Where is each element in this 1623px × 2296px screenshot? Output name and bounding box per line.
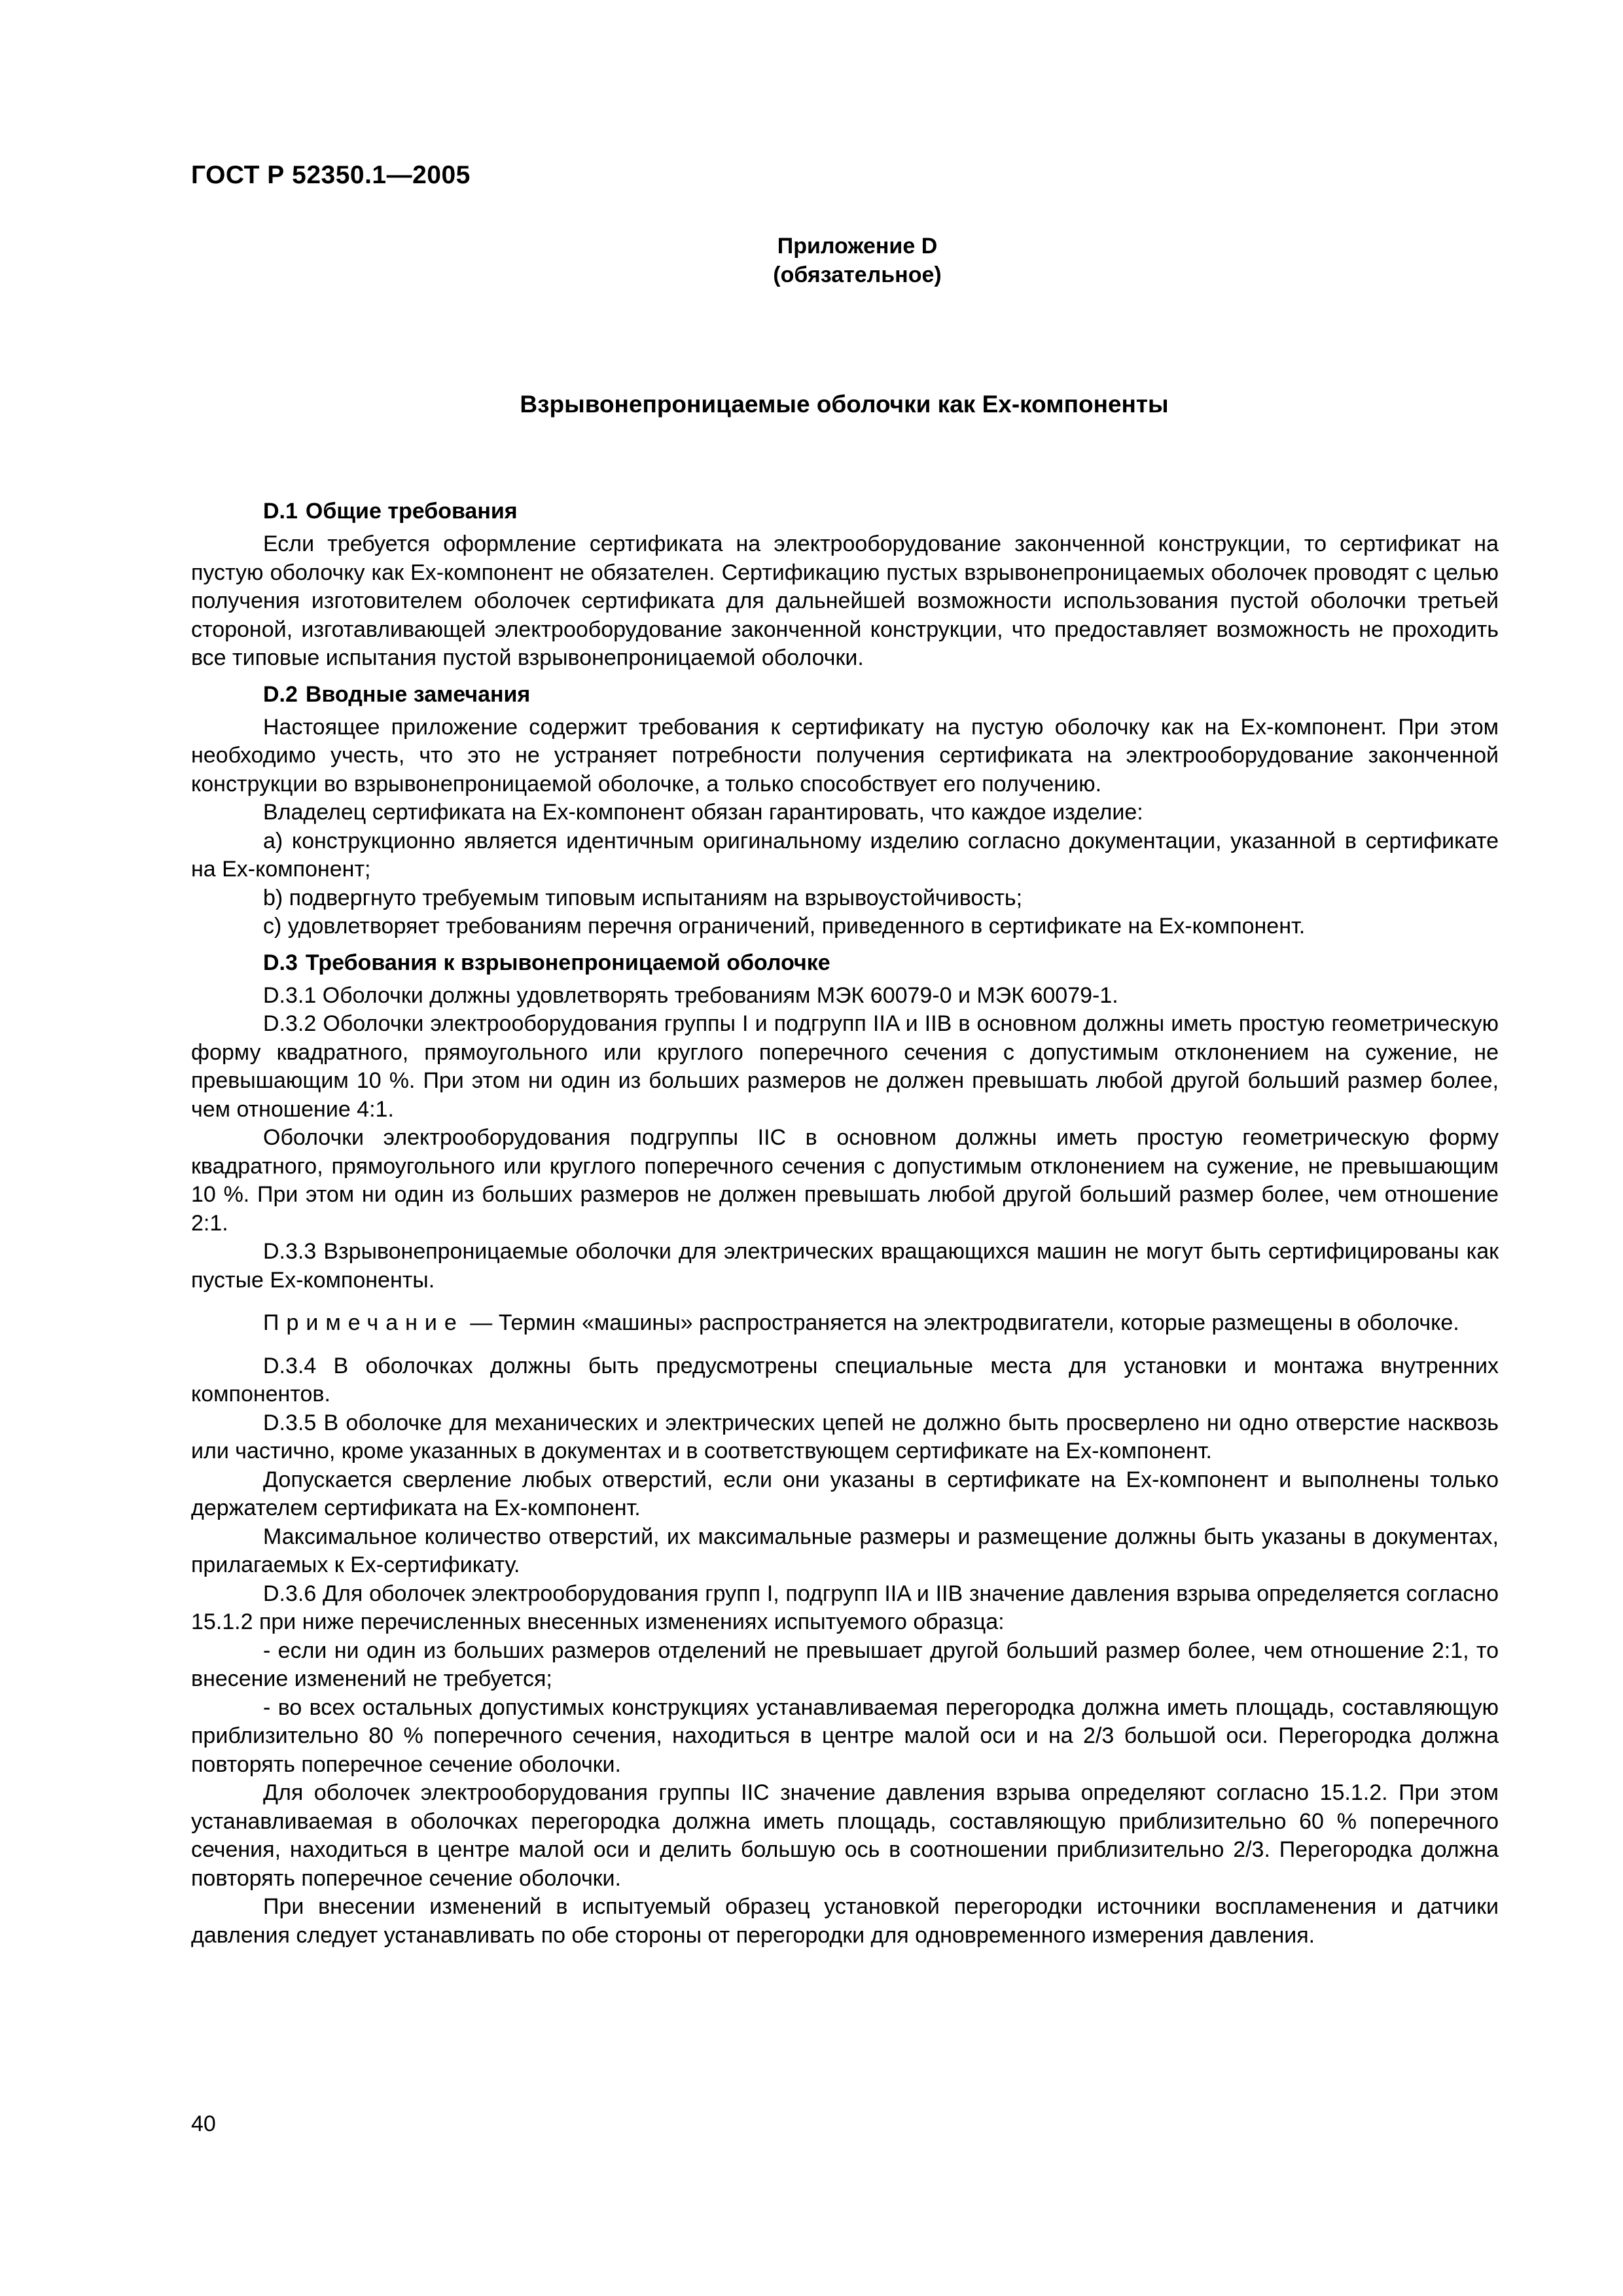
list-item-c: c) удовлетворяет требованиям перечня ограничений, приведенного в сертификате на Ex-компонент. [263, 914, 1306, 939]
note-label: Примечание [263, 1310, 464, 1335]
section-number: D.1 [263, 499, 298, 524]
list-item-a: а) конструкционно является идентичным оригинальному изделию согласно документации, указанной в сертификате на Ex-компонент; [191, 828, 1499, 882]
section-number: D.3 [263, 950, 298, 975]
paragraph: Оболочки электрооборудования подгруппы IIC в основном должны иметь простую геометрическую форму квадратного, прямоугольного или круглого поперечного сечения с допустимым отклонением на сужение, не превышающим 10 %. При этом ни один из больших размеров не должен превышать любой другой больший размер более, чем отношение 2:1. [191, 1125, 1499, 1236]
paragraph: Настоящее приложение содержит требования к сертификату на пустую оболочку как на Ex-компонент. При этом необходимо учесть, что это не устраняет потребности получения сертификата на электрооборудование законченной конструкции во взрывонепроницаемой оболочке, а только способствует его получению. [191, 714, 1499, 797]
annex-main-title: Взрывонепроницаемые оболочки как Ex-компоненты [520, 391, 1169, 418]
document-header: ГОСТ Р 52350.1—2005 [191, 161, 471, 189]
paragraph: Если требуется оформление сертификата на электрооборудование законченной конструкции, то сертификат на пустую оболочку как Ex-компонент не обязателен. Сертификацию пустых взрывонепроницаемых оболочек проводят с целью получения изготовителем оболочек сертификата для дальнейшей возможности использования пустой оболочки третьей стороной, изготавливающей электрооборудование законченной конструкции, что предоставляет возможность не проходить все типовые испытания пустой взрывонепроницаемой оболочки. [191, 531, 1499, 670]
section-title: Вводные замечания [305, 681, 531, 707]
paragraph: Допускается сверление любых отверстий, если они указаны в сертификате на Ex-компонент и выполнены только держателем сертификата на Ex-компонент. [191, 1467, 1499, 1520]
paragraph: Максимальное количество отверстий, их максимальные размеры и размещение должны быть указаны в документах, прилагаемых к Ex-сертификату. [191, 1524, 1499, 1577]
section-number: D.2 [263, 681, 298, 707]
paragraph: Владелец сертификата на Ex-компонент обязан гарантировать, что каждое изделие: [263, 800, 1143, 825]
paragraph-d3-4: D.3.4 В оболочках должны быть предусмотрены специальные места для установки и монтажа внутренних компонентов. [191, 1353, 1499, 1407]
list-item-b: b) подвергнуто требуемым типовым испытаниям на взрывоустойчивость; [263, 885, 1023, 910]
paragraph: Для оболочек электрооборудования группы IIC значение давления взрыва определяют согласно 15.1.2. При этом устанавливаемая в оболочках перегородка должна иметь площадь, составляющую приблизительно 60 % поперечного сечения, находиться в центре малой оси и делить большую ось в соотношении приблизительно 2/3. Перегородка должна повторять поперечное сечение оболочки. [191, 1780, 1499, 1891]
document-body [191, 496, 1499, 1950]
paragraph-d3-2: D.3.2 Оболочки электрооборудования группы I и подгрупп IIA и IIB в основном должны иметь простую геометрическую форму квадратного, прямоугольного или круглого поперечного сечения с допустимым отклонением на сужение, не превышающим 10 %. При этом ни один из больших размеров не должен превышать любой другой больший размер более, чем отношение 4:1. [191, 1011, 1499, 1122]
paragraph-d3-6: D.3.6 Для оболочек электрооборудования групп I, подгрупп IIA и IIB значение давления взрыва определяется согласно 15.1.2 при ниже перечисленных внесенных изменениях испытуемого образца: [191, 1581, 1499, 1634]
section-heading-d1 [263, 496, 1499, 526]
paragraph-d3-1: D.3.1 Оболочки должны удовлетворять требованиям МЭК 60079-0 и МЭК 60079-1. [263, 982, 1118, 1008]
note [191, 1309, 1499, 1338]
note-text: — Термин «машины» распространяется на электродвигатели, которые размещены в оболочке. [463, 1310, 1459, 1335]
section-heading-d3 [263, 948, 1499, 978]
section-title: Общие требования [305, 499, 518, 524]
section-heading-d2 [263, 679, 1499, 709]
paragraph-d3-3: D.3.3 Взрывонепроницаемые оболочки для электрических вращающихся машин не могут быть сертифицированы как пустые Ex-компоненты. [191, 1239, 1499, 1293]
dash-item: - во всех остальных допустимых конструкциях устанавливаемая перегородка должна иметь площадь, составляющую приблизительно 80 % поперечного сечения, находиться в центре малой оси и на 2/3 большой оси. Перегородка должна повторять поперечное сечение оболочки. [191, 1695, 1499, 1777]
annex-status: (обязательное) [773, 262, 942, 287]
annex-title: Приложение D [777, 234, 938, 259]
paragraph-d3-5: D.3.5 В оболочке для механических и электрических цепей не должно быть просверлено ни одно отверстие насквозь или частично, кроме указанных в документах и в соответствующем сертификате на Ex-компонент. [191, 1410, 1499, 1463]
page-number: 40 [191, 2111, 216, 2136]
dash-item: - если ни один из больших размеров отделений не превышает другой больший размер более, чем отношение 2:1, то внесение изменений не требуется; [191, 1638, 1499, 1691]
paragraph: При внесении изменений в испытуемый образец установкой перегородки источники воспламенения и датчики давления следует устанавливать по обе стороны от перегородки для одновременного измерения давления. [191, 1894, 1499, 1948]
section-title: Требования к взрывонепроницаемой оболочке [305, 950, 830, 975]
